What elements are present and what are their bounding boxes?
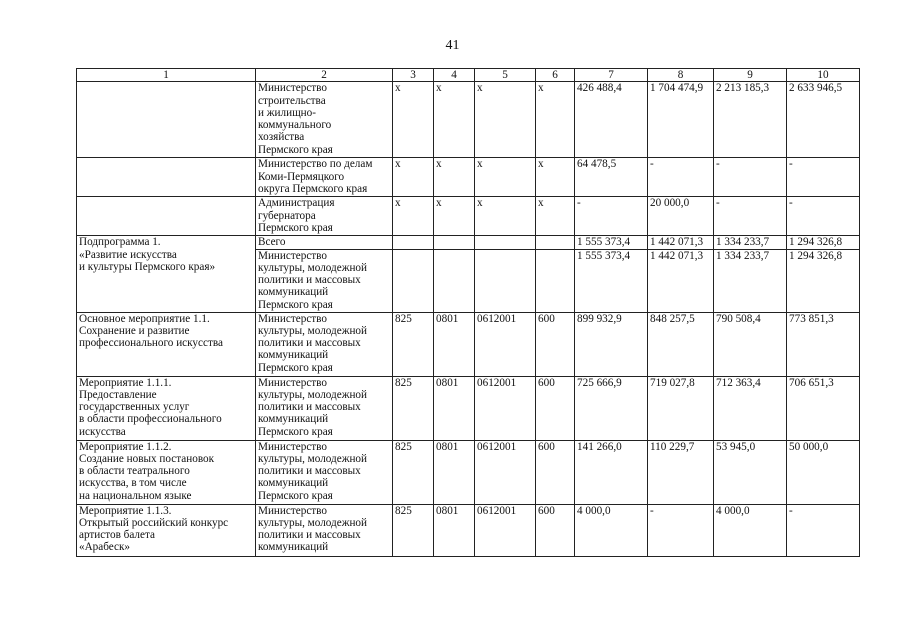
amount-cell-10: - xyxy=(787,158,860,197)
grbs-code-cell: х xyxy=(393,158,434,197)
target-article-cell: 0612001 xyxy=(475,376,536,440)
target-article-cell: х xyxy=(475,158,536,197)
column-header: 3 xyxy=(393,69,434,82)
amount-cell-10: 706 651,3 xyxy=(787,376,860,440)
expense-type-cell: 600 xyxy=(536,312,575,376)
amount-cell-9: 1 334 233,7 xyxy=(714,236,787,249)
amount-cell-8: - xyxy=(648,158,714,197)
section-code-cell: 0801 xyxy=(434,440,475,504)
program-cell: Мероприятие 1.1.1. Предоставление государственных услуг в области профессионального искусства xyxy=(77,376,256,440)
executor-cell: Министерство культуры, молодежной политики и массовых коммуникаций xyxy=(256,504,393,556)
amount-cell-8: - xyxy=(648,504,714,556)
grbs-code-cell: х xyxy=(393,82,434,158)
amount-cell-8: 1 442 071,3 xyxy=(648,249,714,312)
expense-type-cell: х xyxy=(536,82,575,158)
amount-cell-7: 4 000,0 xyxy=(575,504,648,556)
section-code-cell: 0801 xyxy=(434,376,475,440)
amount-cell-7: 1 555 373,4 xyxy=(575,236,648,249)
expense-type-cell: 600 xyxy=(536,376,575,440)
amount-cell-7: 899 932,9 xyxy=(575,312,648,376)
table-row xyxy=(77,236,860,249)
amount-cell-9: 1 334 233,7 xyxy=(714,249,787,312)
amount-cell-10: - xyxy=(787,504,860,556)
page-number: 41 xyxy=(445,38,460,53)
column-header: 10 xyxy=(787,69,860,82)
amount-cell-10: 50 000,0 xyxy=(787,440,860,504)
amount-cell-9: 712 363,4 xyxy=(714,376,787,440)
column-header: 4 xyxy=(434,69,475,82)
executor-cell: Министерство по делам Коми-Пермяцкого округа Пермского края xyxy=(256,158,393,197)
amount-cell-7: - xyxy=(575,197,648,236)
header-row xyxy=(77,69,860,82)
program-cell: Подпрограмма 1. «Развитие искусства и культуры Пермского края» xyxy=(77,236,256,312)
section-code-cell: х xyxy=(434,82,475,158)
column-header: 9 xyxy=(714,69,787,82)
amount-cell-10: 1 294 326,8 xyxy=(787,236,860,249)
amount-cell-8: 848 257,5 xyxy=(648,312,714,376)
amount-cell-10: 2 633 946,5 xyxy=(787,82,860,158)
program-cell xyxy=(77,82,256,158)
amount-cell-7: 141 266,0 xyxy=(575,440,648,504)
table-row xyxy=(77,82,860,158)
expense-type-cell: х xyxy=(536,158,575,197)
grbs-code-cell: 825 xyxy=(393,376,434,440)
target-article-cell xyxy=(475,236,536,249)
grbs-code-cell: х xyxy=(393,197,434,236)
executor-cell: Администрация губернатора Пермского края xyxy=(256,197,393,236)
amount-cell-8: 1 704 474,9 xyxy=(648,82,714,158)
grbs-code-cell xyxy=(393,249,434,312)
section-code-cell: х xyxy=(434,197,475,236)
program-cell: Мероприятие 1.1.2. Создание новых постановок в области театрального искусства, в том числе на национальном языке xyxy=(77,440,256,504)
amount-cell-8: 1 442 071,3 xyxy=(648,236,714,249)
amount-cell-9: - xyxy=(714,197,787,236)
table-row xyxy=(77,504,860,556)
target-article-cell: 0612001 xyxy=(475,504,536,556)
amount-cell-9: - xyxy=(714,158,787,197)
program-cell xyxy=(77,158,256,197)
amount-cell-10: 773 851,3 xyxy=(787,312,860,376)
amount-cell-9: 790 508,4 xyxy=(714,312,787,376)
program-cell xyxy=(77,197,256,236)
program-cell: Основное мероприятие 1.1. Сохранение и развитие профессионального искусства xyxy=(77,312,256,376)
executor-cell: Министерство строительства и жилищно- коммунального хозяйства Пермского края xyxy=(256,82,393,158)
executor-cell: Министерство культуры, молодежной политики и массовых коммуникаций Пермского края xyxy=(256,249,393,312)
target-article-cell: х xyxy=(475,82,536,158)
amount-cell-7: 1 555 373,4 xyxy=(575,249,648,312)
amount-cell-9: 53 945,0 xyxy=(714,440,787,504)
grbs-code-cell: 825 xyxy=(393,440,434,504)
program-cell: Мероприятие 1.1.3. Открытый российский конкурс артистов балета «Арабеск» xyxy=(77,504,256,556)
amount-cell-7: 64 478,5 xyxy=(575,158,648,197)
amount-cell-8: 719 027,8 xyxy=(648,376,714,440)
amount-cell-8: 20 000,0 xyxy=(648,197,714,236)
expense-type-cell xyxy=(536,236,575,249)
column-header: 7 xyxy=(575,69,648,82)
table-row xyxy=(77,440,860,504)
column-header: 6 xyxy=(536,69,575,82)
amount-cell-9: 4 000,0 xyxy=(714,504,787,556)
target-article-cell: 0612001 xyxy=(475,312,536,376)
target-article-cell xyxy=(475,249,536,312)
column-header: 5 xyxy=(475,69,536,82)
expense-type-cell: х xyxy=(536,197,575,236)
budget-table xyxy=(76,68,860,557)
expense-type-cell: 600 xyxy=(536,504,575,556)
section-code-cell xyxy=(434,249,475,312)
executor-cell: Министерство культуры, молодежной политики и массовых коммуникаций Пермского края xyxy=(256,440,393,504)
column-header: 1 xyxy=(77,69,256,82)
column-header: 2 xyxy=(256,69,393,82)
column-header: 8 xyxy=(648,69,714,82)
section-code-cell: х xyxy=(434,158,475,197)
expense-type-cell: 600 xyxy=(536,440,575,504)
table-row xyxy=(77,158,860,197)
grbs-code-cell: 825 xyxy=(393,312,434,376)
executor-cell: Министерство культуры, молодежной политики и массовых коммуникаций Пермского края xyxy=(256,312,393,376)
section-code-cell xyxy=(434,236,475,249)
section-code-cell: 0801 xyxy=(434,312,475,376)
table-row xyxy=(77,197,860,236)
amount-cell-9: 2 213 185,3 xyxy=(714,82,787,158)
table-row xyxy=(77,376,860,440)
amount-cell-10: 1 294 326,8 xyxy=(787,249,860,312)
executor-cell: Министерство культуры, молодежной политики и массовых коммуникаций Пермского края xyxy=(256,376,393,440)
target-article-cell: 0612001 xyxy=(475,440,536,504)
executor-cell: Всего xyxy=(256,236,393,249)
grbs-code-cell xyxy=(393,236,434,249)
section-code-cell: 0801 xyxy=(434,504,475,556)
expense-type-cell xyxy=(536,249,575,312)
amount-cell-7: 725 666,9 xyxy=(575,376,648,440)
amount-cell-10: - xyxy=(787,197,860,236)
table-row xyxy=(77,312,860,376)
target-article-cell: х xyxy=(475,197,536,236)
grbs-code-cell: 825 xyxy=(393,504,434,556)
amount-cell-7: 426 488,4 xyxy=(575,82,648,158)
amount-cell-8: 110 229,7 xyxy=(648,440,714,504)
